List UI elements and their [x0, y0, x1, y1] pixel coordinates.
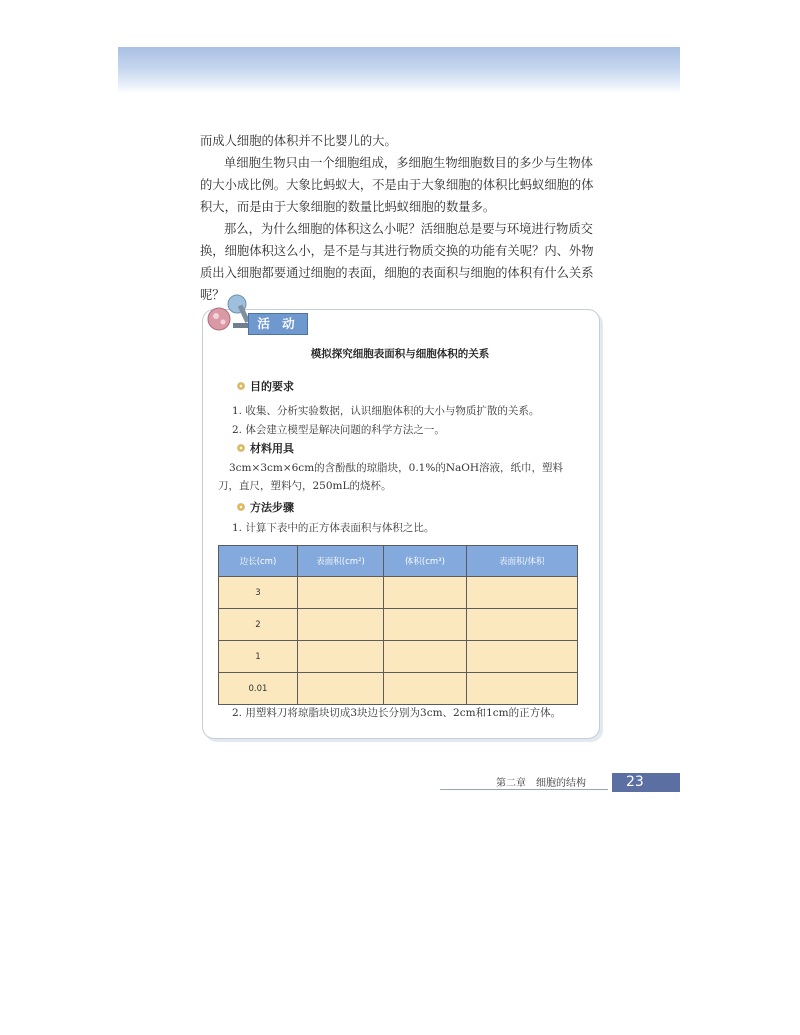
section-heading-label: 方法步骤 — [250, 501, 294, 514]
chapter-title: 第二章 细胞的结构 — [496, 778, 586, 789]
body-text — [200, 130, 605, 306]
table-cell — [466, 577, 577, 609]
table-cell — [297, 641, 383, 673]
bullet-icon — [237, 382, 245, 390]
activity-title: 模拟探究细胞表面积与细胞体积的关系 — [310, 348, 490, 360]
table-row — [219, 641, 578, 673]
text-line-continuation: 而成人细胞的体积并不比婴儿的大。 — [200, 134, 397, 148]
table-cell: 2 — [219, 609, 298, 641]
surface-volume-table — [218, 545, 578, 705]
table-row — [219, 673, 578, 705]
table-row — [219, 577, 578, 609]
table-cell: 3 — [219, 577, 298, 609]
table-header-row — [219, 546, 578, 577]
table-cell — [384, 577, 467, 609]
section-heading-label: 材料用具 — [250, 442, 294, 455]
section-heading-materials — [243, 440, 294, 456]
page-header-band — [118, 47, 680, 93]
table-cell — [466, 673, 577, 705]
bullet-icon — [237, 444, 245, 452]
paragraph-cell-size: 单细胞生物只由一个细胞组成，多细胞生物细胞数目的多少与生物体的大小成比例。大象比蚂蚁大，不是由于大象细胞的体积比蚂蚁细胞的体积大，而是由于大象细胞的数量比蚂蚁细胞的数量多。 — [200, 156, 594, 214]
activity-badge: 活 动 — [248, 313, 308, 335]
table-cell — [466, 641, 577, 673]
section-heading-goals — [243, 378, 294, 394]
section-heading-steps — [243, 499, 294, 515]
goal-item: 2. 体会建立模型是解决问题的科学方法之一。 — [232, 424, 445, 436]
column-header: 边长(cm) — [219, 546, 298, 577]
table-row — [219, 609, 578, 641]
page-number: 23 — [612, 773, 680, 792]
paragraph-question: 那么，为什么细胞的体积这么小呢？活细胞总是要与环境进行物质交换，细胞体积这么小，是不是与其进行物质交换的功能有关呢？内、外物质出入细胞都要通过细胞的表面，细胞的表面积与细胞的体积有什么关系呢？ — [200, 222, 594, 302]
table-cell: 1 — [219, 641, 298, 673]
section-heading-label: 目的要求 — [250, 380, 294, 393]
column-header: 表面积/体积 — [466, 546, 577, 577]
goal-item: 1. 收集、分析实验数据，认识细胞体积的大小与物质扩散的关系。 — [232, 405, 540, 417]
bullet-icon — [237, 503, 245, 511]
table-cell — [384, 641, 467, 673]
materials-line: 刀，直尺，塑料勺，250mL的烧杯。 — [218, 480, 392, 492]
table-cell — [466, 609, 577, 641]
footer-rule — [440, 789, 608, 790]
step-item: 1. 计算下表中的正方体表面积与体积之比。 — [232, 522, 435, 534]
table-cell — [384, 673, 467, 705]
materials-line: 3cm×3cm×6cm的含酚酞的琼脂块，0.1%的NaOH溶液，纸巾，塑料 — [229, 462, 564, 474]
table-cell — [384, 609, 467, 641]
table-cell — [297, 577, 383, 609]
table-cell — [297, 609, 383, 641]
table-cell: 0.01 — [219, 673, 298, 705]
column-header: 表面积(cm²) — [297, 546, 383, 577]
step-item: 2. 用塑料刀将琼脂块切成3块边长分别为3cm、2cm和1cm的正方体。 — [232, 707, 562, 719]
column-header: 体积(cm³) — [384, 546, 467, 577]
table-cell — [297, 673, 383, 705]
